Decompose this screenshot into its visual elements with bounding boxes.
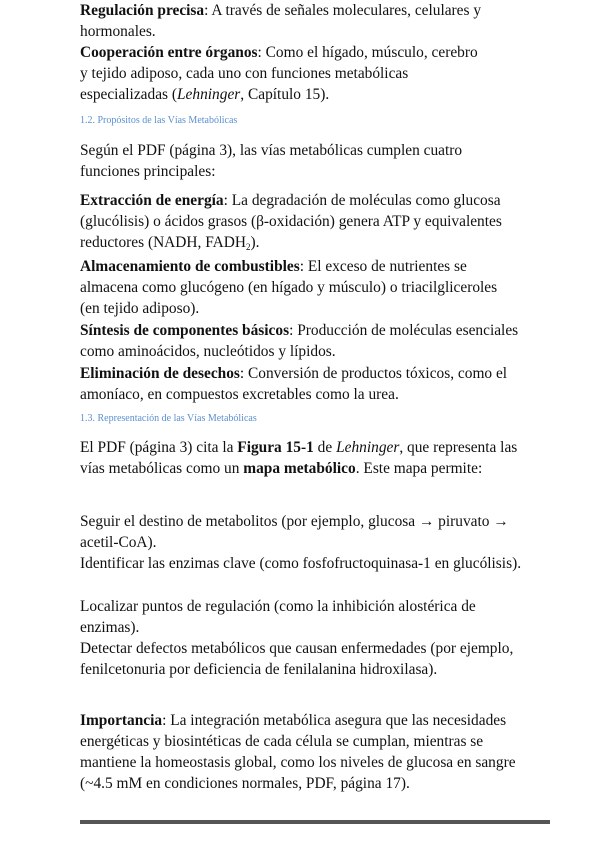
purpose-term: Almacenamiento de combustibles <box>80 258 300 275</box>
map-use-item: Seguir el destino de metabolitos (por ejemplo, glucosa → piruvato → acetil-CoA). <box>80 513 509 551</box>
cooperacion-paragraph <box>80 42 480 105</box>
map-use-item: Localizar puntos de regulación (como la inhibición alostérica de enzimas). <box>80 598 476 636</box>
regulacion-paragraph <box>80 0 490 42</box>
section-1-3-intro <box>80 437 525 479</box>
purpose-text: : La degradación de moléculas como glucosa (glucólisis) o ácidos grasos (β-oxidación) genera ATP y equivalentes reductores (NADH, FADH <box>80 192 502 251</box>
purpose-term: Síntesis de componentes básicos <box>80 322 290 339</box>
section-heading-1-2: 1.2. Propósitos de las Vías Metabólicas <box>80 115 238 126</box>
purpose-tail: ). <box>250 234 260 251</box>
purpose-text: : Producción de moléculas esenciales como aminoácidos, nucleótidos y lípidos. <box>80 322 519 360</box>
regulacion-term: Regulación precisa <box>80 2 205 19</box>
purpose-item-desechos <box>80 363 525 405</box>
intro-text-2: de <box>313 439 337 456</box>
importancia-paragraph <box>80 710 520 794</box>
purpose-text: : El exceso de nutrientes se almacena como glucógeno (en hígado y músculo) o triacilgliceroles (en tejido adiposo). <box>80 258 498 317</box>
map-use-item: Detectar defectos metabólicos que causan enfermedades (por ejemplo, fenilcetonuria por deficiencia de fenilalanina hidroxilasa). <box>80 640 514 678</box>
intro-text-1: El PDF (página 3) cita la <box>80 439 238 456</box>
intro-text-4: . Este mapa permite: <box>355 460 483 477</box>
cooperacion-text-2: , Capítulo 15). <box>240 86 330 103</box>
importancia-term: Importancia <box>80 712 163 729</box>
purpose-item-almacenamiento <box>80 256 520 319</box>
purpose-item-sintesis <box>80 320 525 362</box>
purpose-term: Eliminación de desechos <box>80 365 240 382</box>
section-heading-1-3: 1.3. Representación de las Vías Metabólicas <box>80 413 257 424</box>
book-ref: Lehninger <box>336 439 400 456</box>
cooperacion-term: Cooperación entre órganos <box>80 44 258 61</box>
page-bottom-rule <box>80 820 550 824</box>
purpose-subscript: 2 <box>245 242 251 252</box>
importancia-text: : La integración metabólica asegura que las necesidades energéticas y biosintéticas de cada célula se cumplan, mientras se mantiene la homeostasis global, como los niveles de glucosa en sangre (~4.5 mM en condiciones normales, PDF, página 17). <box>80 712 516 792</box>
cooperacion-text-1: : Como el hígado, músculo, cerebro y tejido adiposo, cada uno con funciones metabólicas especializadas ( <box>80 44 478 103</box>
mapa-metabolico-term: mapa metabólico <box>243 460 356 477</box>
purpose-item-energia <box>80 190 525 253</box>
cooperacion-ref: Lehninger <box>177 86 241 103</box>
regulacion-text: : A través de señales moleculares, celulares y hormonales. <box>80 2 482 40</box>
purpose-term: Extracción de energía <box>80 192 224 209</box>
figure-ref: Figura 15-1 <box>237 439 314 456</box>
map-use-item: Identificar las enzimas clave (como fosfofructoquinasa-1 en glucólisis). <box>80 555 522 572</box>
purpose-text: : Conversión de productos tóxicos, como el amoníaco, en compuestos excretables como la urea. <box>80 365 508 403</box>
intro-text-3: , que representa las vías metabólicas como un <box>80 439 518 477</box>
section-1-2-intro: Según el PDF (página 3), las vías metabólicas cumplen cuatro funciones principales: <box>80 142 463 180</box>
